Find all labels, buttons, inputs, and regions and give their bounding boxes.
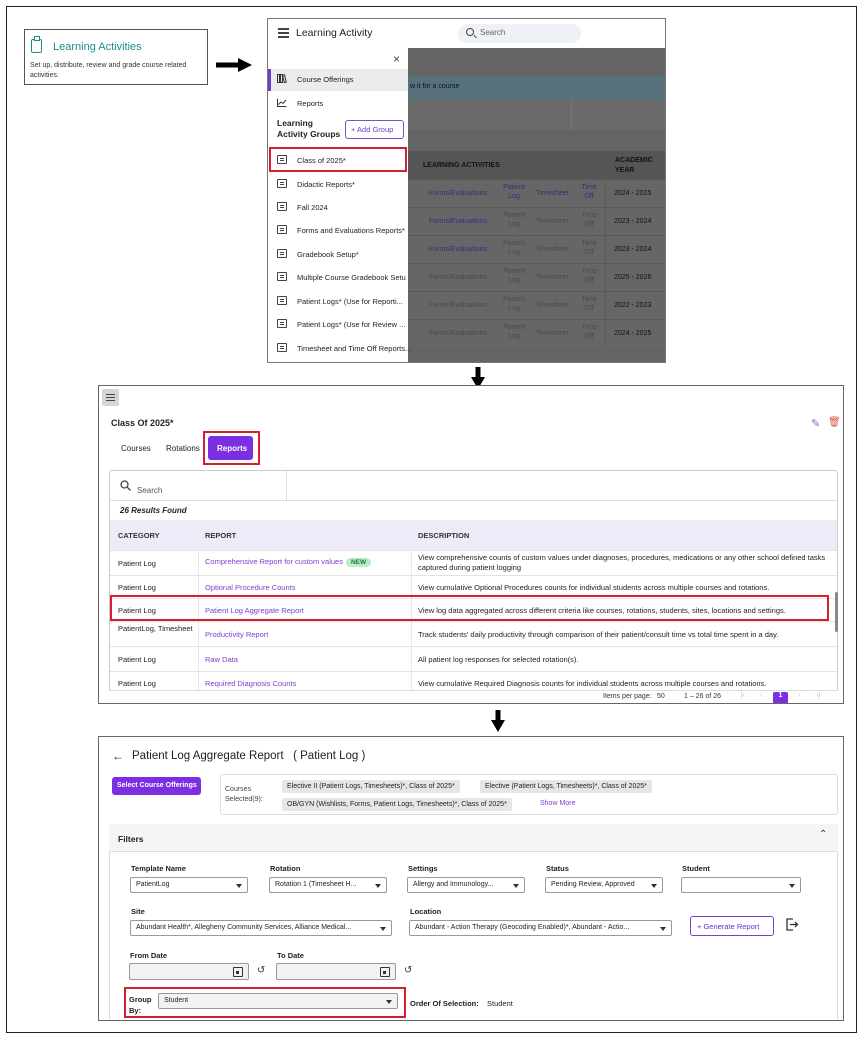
edit-icon[interactable]: ✎ [811, 418, 821, 430]
table-row[interactable] [408, 207, 666, 235]
group-label: Gradebook Setup* [297, 250, 359, 259]
site-select[interactable] [130, 920, 392, 936]
student-label: Student [682, 864, 710, 873]
forms-link[interactable]: Forms/Evaluations [429, 274, 487, 281]
chart-icon [277, 98, 287, 107]
nav-label: Course Offerings [297, 75, 354, 84]
report-label: Comprehensive Report for custom values [205, 557, 343, 566]
hamburger-icon[interactable] [278, 28, 289, 40]
group-label: Forms and Evaluations Reports* [297, 226, 405, 235]
show-more-link[interactable]: Show More [540, 800, 576, 807]
app-title: Learning Activity [296, 27, 373, 39]
group-label: Timesheet and Time Off Reports... [297, 344, 412, 353]
cell-description: View cumulative Optional Procedures counts for individual students across multiple courses and rotations. [418, 583, 770, 592]
group-label: Patient Logs* (Use for Review ... [297, 320, 406, 329]
template-name-select[interactable] [130, 877, 248, 893]
report-link[interactable]: Required Diagnosis Counts [205, 679, 297, 688]
back-arrow-icon[interactable]: ← [112, 749, 124, 763]
arrow-down-icon [491, 710, 505, 732]
select-value: Abundant - Action Therapy (Geocoding Enabled)*, Abundant - Actio... [415, 924, 630, 931]
pagination-bar [109, 690, 838, 704]
table-row[interactable] [110, 621, 837, 646]
group-label: Class of 2025* [297, 156, 346, 165]
time-off-link[interactable]: Time Off [581, 324, 597, 340]
col-academic-year: ACADEMIC YEAR [615, 157, 653, 174]
tab-rotations[interactable]: Rotations [166, 444, 200, 453]
table-row[interactable] [408, 235, 666, 263]
course-chip[interactable]: Elective II (Patient Logs, Timesheets)*, Class of 2025* [282, 780, 460, 793]
next-page-icon[interactable]: › [798, 692, 801, 699]
hamburger-icon[interactable] [102, 389, 119, 406]
col-report: REPORT [205, 531, 237, 540]
search-input[interactable]: Search [137, 486, 163, 495]
list-icon [277, 202, 287, 211]
table-row[interactable] [408, 179, 666, 207]
patient-log-link[interactable]: Patient Log [503, 184, 525, 200]
forms-link[interactable]: Forms/Evaluations [429, 246, 487, 253]
academic-year: 2024 - 2025 [614, 190, 652, 197]
cell-description: All patient log responses for selected rotation(s). [418, 655, 579, 664]
course-chip[interactable]: Elective (Patient Logs, Timesheets)*, Class of 2025* [480, 780, 652, 793]
cell-description: Track students' daily productivity through comparison of their patient/consult time vs total time spent in a day. [418, 630, 779, 639]
table-header [110, 520, 837, 550]
report-link[interactable]: Patient Log Aggregate Report [205, 606, 304, 615]
calendar-icon[interactable] [380, 967, 390, 977]
reset-icon[interactable]: ↺ [257, 965, 266, 976]
caret-down-icon [380, 927, 386, 931]
forms-link[interactable]: Forms/Evaluations [429, 190, 487, 197]
search-icon [466, 28, 474, 36]
rotation-select[interactable] [269, 877, 387, 893]
close-icon[interactable]: × [393, 52, 401, 66]
report-link[interactable]: Productivity Report [205, 630, 269, 639]
results-count: 26 Results Found [120, 506, 187, 515]
learning-activities-card[interactable] [24, 29, 208, 85]
highlight-box [124, 987, 406, 1018]
patient-log-link[interactable]: Patient Log [503, 268, 525, 284]
status-select[interactable] [545, 877, 663, 893]
to-date-label: To Date [277, 951, 304, 960]
time-off-link[interactable]: Time Off [581, 240, 597, 256]
highlight-box [110, 595, 829, 621]
learning-activity-panel [267, 18, 666, 363]
col-learning-activities: LEARNING ACTIVITIES [423, 162, 500, 169]
select-value: Rotation 1 (Timesheet H... [275, 881, 357, 888]
aggregate-report-panel [98, 736, 844, 1021]
list-icon [277, 343, 287, 352]
card-description: Set up, distribute, review and grade course related activities. [30, 62, 187, 79]
caret-down-icon [660, 927, 666, 931]
caret-down-icon [236, 884, 242, 888]
highlight-box [203, 431, 260, 465]
group-label: Multiple Course Gradebook Setu [297, 273, 406, 282]
table-row[interactable] [110, 550, 837, 575]
background-row [408, 100, 666, 130]
timesheet-link[interactable]: Timesheet [536, 330, 569, 337]
cell-category: PatientLog, Timesheet [118, 624, 193, 633]
activities-table-header [408, 151, 666, 179]
current-page[interactable]: 1 [773, 692, 788, 704]
time-off-link[interactable]: Time Off [581, 296, 597, 312]
status-label: Status [546, 864, 569, 873]
export-icon[interactable] [785, 918, 799, 931]
groups-heading: Learning Activity Groups [277, 118, 341, 139]
page-title: Patient Log Aggregate Report ( Patient Log ) [132, 750, 366, 762]
search-placeholder: Search [480, 28, 506, 37]
order-of-selection-label: Order Of Selection: [410, 999, 479, 1008]
caret-down-icon [789, 884, 795, 888]
select-value: Abundant Health*, Allegheny Community Services, Alliance Medical... [136, 924, 352, 931]
settings-label: Settings [408, 864, 438, 873]
arrow-right-icon [216, 58, 252, 72]
calendar-icon[interactable] [233, 967, 243, 977]
site-label: Site [131, 907, 145, 916]
trash-icon[interactable]: 🗑 [828, 417, 841, 428]
report-link[interactable]: Optional Procedure Counts [205, 583, 296, 592]
order-of-selection-value: Student [487, 999, 513, 1008]
first-page-icon[interactable]: |‹ [740, 692, 745, 699]
forms-link[interactable]: Forms/Evaluations [429, 302, 487, 309]
location-select[interactable] [409, 920, 672, 936]
tab-courses[interactable]: Courses [121, 444, 151, 453]
cell-description: View log data aggregated across different criteria like courses, rotations, students, sites, locations and settings. [418, 606, 786, 615]
patient-log-link[interactable]: Patient Log [503, 212, 525, 228]
page-range: 1 – 26 of 26 [684, 693, 721, 700]
tab-reports[interactable]: Reports [208, 436, 253, 460]
col-category: CATEGORY [118, 531, 160, 540]
academic-year: 2022 - 2023 [614, 302, 652, 309]
caret-down-icon [651, 884, 657, 888]
forms-link[interactable]: Forms/Evaluations [429, 218, 487, 225]
location-label: Location [410, 907, 442, 916]
time-off-link[interactable]: Time Off [581, 268, 597, 284]
academic-year: 2025 - 2026 [614, 274, 652, 281]
card-title: Learning Activities [53, 41, 142, 53]
divider [109, 500, 838, 501]
select-value: Allergy and Immunology... [413, 881, 494, 888]
template-name-label: Template Name [131, 864, 186, 873]
cell-category: Patient Log [118, 559, 156, 568]
cell-category: Patient Log [118, 606, 156, 615]
col-description: DESCRIPTION [418, 531, 470, 540]
cell-description: View cumulative Required Diagnosis counts for individual students across multiple courses and rotations. [418, 679, 767, 688]
student-select[interactable] [681, 877, 801, 893]
caret-down-icon [513, 884, 519, 888]
list-icon [277, 319, 287, 328]
select-value: PatientLog [136, 881, 170, 888]
academic-year: 2023 - 2024 [614, 218, 652, 225]
cell-category: Patient Log [118, 679, 156, 688]
search-input[interactable] [458, 24, 581, 43]
filters-title: Filters [118, 834, 144, 844]
academic-year: 2024 - 2025 [614, 330, 652, 337]
nav-label: Reports [297, 99, 324, 108]
list-icon [277, 225, 287, 234]
report-link[interactable] [205, 557, 371, 567]
patient-log-link[interactable]: Patient Log [503, 240, 525, 256]
cell-description: View comprehensive counts of custom values under diagnoses, procedures, medications or any other school defined tasks captured during patient logging [418, 553, 826, 572]
list-icon [277, 249, 287, 258]
group-label: Didactic Reports* [297, 180, 355, 189]
side-drawer [268, 48, 412, 363]
to-date-input[interactable] [276, 963, 396, 980]
filters-header[interactable] [109, 824, 838, 852]
page-title: Class Of 2025* [111, 418, 174, 428]
cell-category: Patient Log [118, 655, 156, 664]
group-by-label: Group By: [129, 995, 152, 1015]
courses-selected-label: Courses Selected(9): [225, 786, 263, 803]
timesheet-link[interactable]: Timesheet [536, 302, 569, 309]
add-group-button[interactable]: + Add Group [345, 120, 404, 139]
search-icon [120, 480, 131, 491]
items-per-page-select[interactable]: 50 [657, 693, 665, 700]
forms-link[interactable]: Forms/Evaluations [429, 330, 487, 337]
settings-select[interactable] [407, 877, 525, 893]
list-icon [277, 272, 287, 281]
class-reports-panel [98, 385, 844, 704]
table-row[interactable] [408, 291, 666, 319]
from-date-label: From Date [130, 951, 168, 960]
table-row[interactable] [408, 319, 666, 347]
generate-report-button[interactable]: + Generate Report [690, 916, 774, 936]
table-row[interactable] [110, 646, 837, 671]
group-label: Fall 2024 [297, 203, 328, 212]
table-row[interactable] [408, 263, 666, 291]
select-value: Pending Review, Approved [551, 881, 635, 888]
group-label: Patient Logs* (Use for Reporti... [297, 297, 403, 306]
chevron-up-icon[interactable]: ⌃ [819, 829, 828, 840]
books-icon [277, 74, 287, 83]
select-course-offerings-button[interactable]: Select Course Offerings [112, 777, 201, 795]
timesheet-link[interactable]: Timesheet [536, 274, 569, 281]
highlight-box [269, 147, 407, 172]
new-badge: NEW [346, 558, 371, 567]
course-chip[interactable]: OB/GYN (Wishlists, Forms, Patient Logs, Timesheets)*, Class of 2025* [282, 798, 512, 811]
select-value: Student [164, 997, 189, 1004]
divider [286, 471, 287, 500]
table-row[interactable] [110, 671, 837, 691]
caret-down-icon [375, 884, 381, 888]
from-date-input[interactable] [129, 963, 249, 980]
list-icon [277, 296, 287, 305]
reset-icon[interactable]: ↺ [404, 965, 413, 976]
time-off-link[interactable]: Time Off [581, 184, 597, 200]
timesheet-link[interactable]: Timesheet [536, 190, 569, 197]
list-icon [277, 179, 287, 188]
cell-category: Patient Log [118, 583, 156, 592]
info-banner: w it for a course [408, 76, 666, 100]
time-off-link[interactable]: Time Off [581, 212, 597, 228]
last-page-icon[interactable]: ›| [816, 692, 821, 699]
app-header [268, 19, 666, 48]
scrollbar[interactable] [835, 592, 838, 632]
timesheet-link[interactable]: Timesheet [536, 218, 569, 225]
clipboard-icon [31, 39, 42, 53]
items-per-page-label: Items per page: [603, 693, 652, 700]
timesheet-link[interactable]: Timesheet [536, 246, 569, 253]
patient-log-link[interactable]: Patient Log [503, 296, 525, 312]
rotation-label: Rotation [270, 864, 301, 873]
patient-log-link[interactable]: Patient Log [503, 324, 525, 340]
academic-year: 2023 - 2024 [614, 246, 652, 253]
report-link[interactable]: Raw Data [205, 655, 238, 664]
prev-page-icon[interactable]: ‹ [760, 692, 763, 699]
